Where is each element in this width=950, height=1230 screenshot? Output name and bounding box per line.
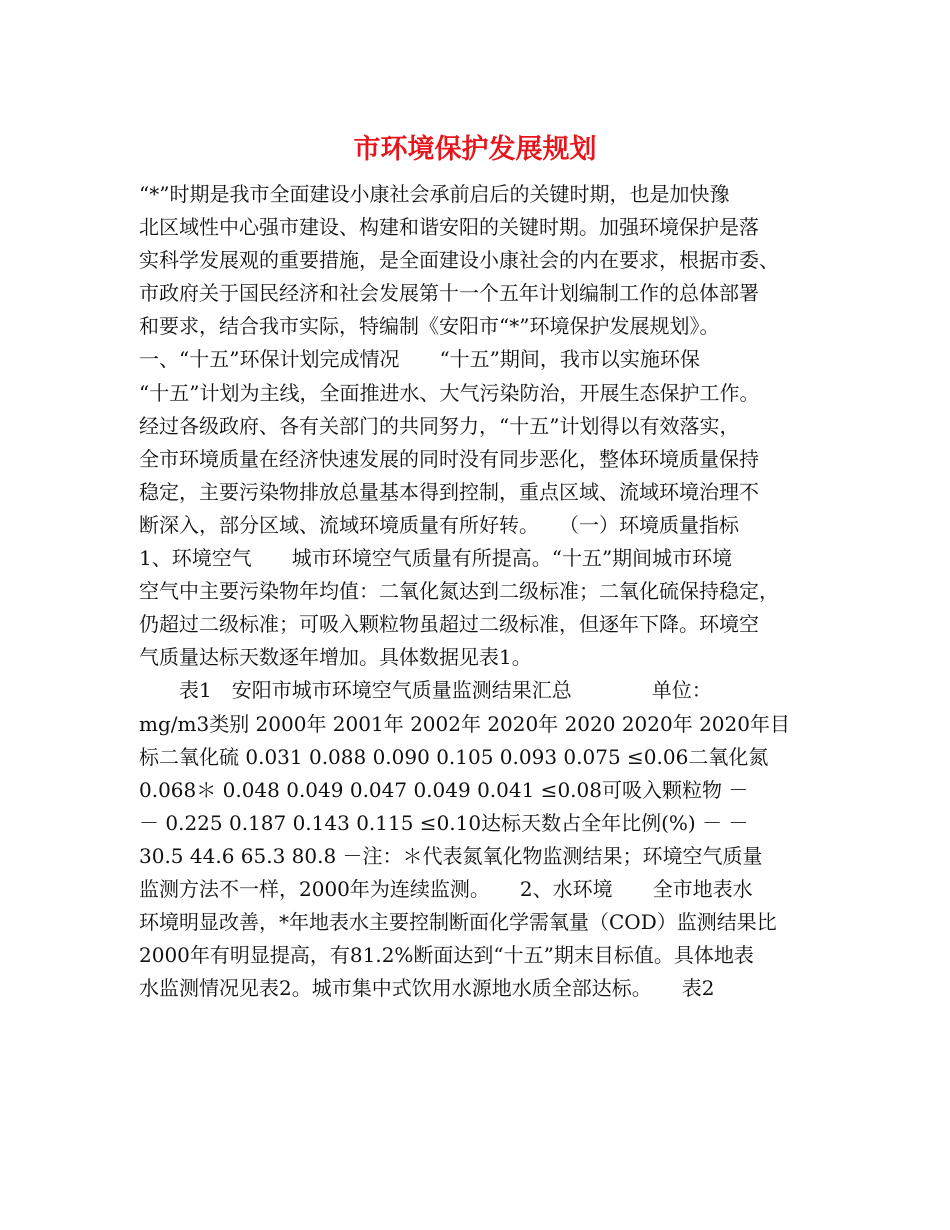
text-line: 断深入，部分区域、流域环境质量有所好转。 （一）环境质量指标 xyxy=(139,512,739,537)
text-line: 和要求，结合我市实际，特编制《安阳市“*”环境保护发展规划》。 xyxy=(139,314,720,339)
text-line: 气质量达标天数逐年增加。具体数据见表1。 xyxy=(139,645,532,670)
text-line: 稳定，主要污染物排放总量基本得到控制，重点区域、流域环境治理不 xyxy=(139,479,759,504)
text-line: “*”时期是我市全面建设小康社会承前启后的关键时期，也是加快豫 xyxy=(139,182,730,206)
text-line: 全市环境质量在经济快速发展的同时没有同步恶化，整体环境质量保持 xyxy=(139,446,759,471)
text-line: 市政府关于国民经济和社会发展第十一个五年计划编制工作的总体部署 xyxy=(139,281,759,306)
text-line: 水监测情况见表2。城市集中式饮用水源地水质全部达标。 表2 xyxy=(139,976,715,1001)
text-line: 表1 安阳市城市环境空气质量监测结果汇总 单位： xyxy=(139,678,712,703)
page-title: 市环境保护发展规划 xyxy=(353,134,597,165)
text-line: 监测方法不一样，2000年为连续监测。 2、水环境 全市地表水 xyxy=(139,876,753,901)
text-line: 仍超过二级标准；可吸入颗粒物虽超过二级标准，但逐年下降。环境空 xyxy=(139,612,759,637)
text-line: 1、环境空气 城市环境空气质量有所提高。“十五”期间城市环境 xyxy=(139,546,733,571)
body-text xyxy=(139,178,829,1005)
text-line: 一、“十五”环保计划完成情况 “十五”期间，我市以实施环保 xyxy=(139,347,700,372)
text-line: 标二氧化硫 0.031 0.088 0.090 0.105 0.093 0.075 ≤0.06二氧化氮 xyxy=(139,744,769,769)
text-line: 经过各级政府、各有关部门的共同努力，“十五”计划得以有效落实， xyxy=(139,413,740,438)
text-line: 北区域性中心强市建设、构建和谐安阳的关键时期。加强环境保护是落 xyxy=(139,215,759,240)
text-line: － 0.225 0.187 0.143 0.115 ≤0.10达标天数占全年比例(%) － － xyxy=(139,810,749,835)
text-line: 30.5 44.6 65.3 80.8 －注：＊代表氮氧化物监测结果；环境空气质量 xyxy=(139,843,763,868)
text-line: 0.068＊ 0.048 0.049 0.047 0.049 0.041 ≤0.08可吸入颗粒物 － xyxy=(139,777,749,802)
text-line: “十五”计划为主线，全面推进水、大气污染防治，开展生态保护工作。 xyxy=(139,380,760,405)
text-line: 环境明显改善，*年地表水主要控制断面化学需氧量（COD）监测结果比 xyxy=(139,910,777,935)
text-line: 2000年有明显提高，有81.2%断面达到“十五”期末目标值。具体地表 xyxy=(139,943,754,968)
text-line: 实科学发展观的重要措施，是全面建设小康社会的内在要求，根据市委、 xyxy=(139,248,779,273)
text-line: mg/m3类别 2000年 2001年 2002年 2020年 2020 2020年 2020年目 xyxy=(139,711,790,736)
text-line: 空气中主要污染物年均值：二氧化氮达到二级标准；二氧化硫保持稳定， xyxy=(139,579,779,604)
